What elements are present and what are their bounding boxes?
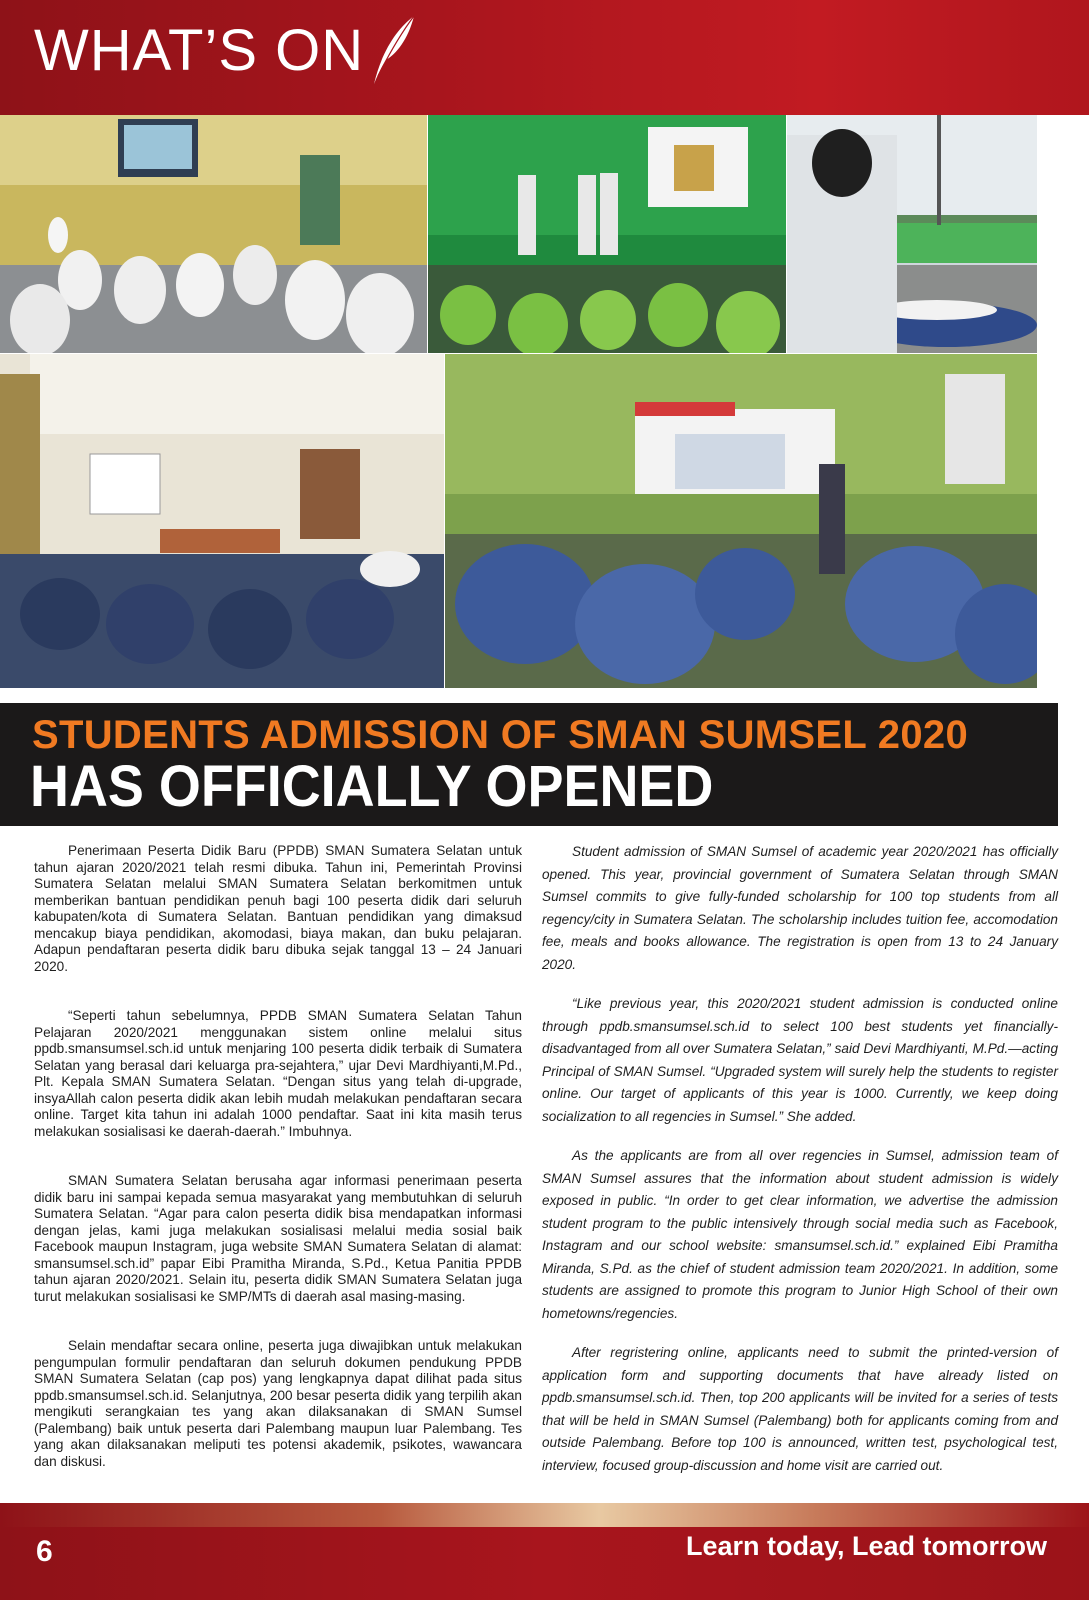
indonesian-column bbox=[34, 843, 522, 1503]
english-column bbox=[542, 841, 1058, 1494]
photo-student-outdoor-assembly bbox=[787, 115, 1037, 353]
photo-green-classroom-presentation bbox=[428, 115, 786, 353]
footer-gradient-band bbox=[0, 1503, 1089, 1527]
english-paragraph: Student admission of SMAN Sumsel of academic year 2020/2021 has officially opened. This year, provincial government of Sumatera Selatan through SMAN Sumsel commits to give fully-funded scholarship for 100 top students from all regency/city in Sumatera Selatan. The scholarship includes tuition fee, accomodation fee, meals and books allowance. The registration is open from 13 to 24 January 2020. bbox=[542, 844, 1058, 972]
section-title: WHAT’S ON bbox=[34, 18, 365, 83]
photo-icon bbox=[0, 354, 444, 688]
photo-classroom-hijab-students bbox=[0, 115, 427, 353]
page-number: 6 bbox=[36, 1535, 53, 1568]
photo-icon bbox=[428, 115, 786, 353]
article-title-line1: STUDENTS ADMISSION OF SMAN SUMSEL 2020 bbox=[32, 713, 968, 757]
photo-icon bbox=[445, 354, 1037, 688]
indonesian-paragraph: “Seperti tahun sebelumnya, PPDB SMAN Sumatera Selatan Tahun Pelajaran 2020/2021 menggunakan sistem online melalui situs ppdb.smansumsel.sch.id untuk menjaring 100 peserta didik terbaik di Sumatera Selatan yang berasal dari keluarga pra-sejahtera,” ujar Devi Mardhiyanti,M.Pd., Plt. Kepala SMAN Sumatera Selatan. “Dengan situs yang telah di-upgrade, insyaAllah calon peserta didik akan lebih mudah melakukan pendaftaran secara online. Target kita tahun ini adalah 1000 pendaftar. Saat ini kita masih terus melakukan sosialisasi ke daerah-daerah.” Imbuhnya. bbox=[34, 1008, 522, 1139]
photo-icon bbox=[787, 115, 1037, 353]
english-paragraph: As the applicants are from all over regencies in Sumsel, admission team of SMAN Sumsel assures that the information about student admission is widely exposed in public. “In order to get clear information, we advertise the admission student program to the public intensively through social media such as Facebook, Instagram and our school website: smansumsel.sch.id.” explained Eibi Pramitha Miranda, S.Pd. as the chief of student admission team 2020/2021. In addition, some students are assigned to promote this program to Junior High School of their own hometowns/regencies. bbox=[542, 1148, 1058, 1321]
english-paragraph: “Like previous year, this 2020/2021 student admission is conducted online through ppdb.smansumsel.sch.id to select 100 best students yet financially-disadvantaged from all over Sumatera Selatan,” said Devi Mardhiyanti, M.Pd.—acting Principal of SMAN Sumsel. “Upgraded system will surely help the students to register online. Our target of applicants of this year is 1000. Currently, we keep doing socialization to all regencies in Sumsel.” She added. bbox=[542, 996, 1058, 1124]
quill-icon bbox=[368, 14, 418, 88]
photo-icon bbox=[0, 115, 427, 353]
article-title-line2: HAS OFFICIALLY OPENED bbox=[30, 754, 714, 819]
indonesian-paragraph: Selain mendaftar secara online, peserta juga diwajibkan untuk melakukan pengumpulan formulir pendaftaran dan seluruh dokumen pendukung PPDB SMAN Sumatera Selatan (cap pos) yang lengkapnya dapat dilihat pada situs ppdb.smansumsel.sch.id. Selanjutnya, 200 besar peserta didik yang terpilih akan mengikuti serangkaian tes yang akan dilaksanakan di SMAN Sumsel (Palembang) baik untuk peserta dari Palembang maupun luar Palembang. Tes yang akan dilaksanakan meliputi tes potensi akademik, psikotes, wawancara dan diskusi. bbox=[34, 1338, 522, 1469]
indonesian-paragraph: Penerimaan Peserta Didik Baru (PPDB) SMAN Sumatera Selatan untuk tahun ajaran 2020/2021 telah resmi dibuka. Tahun ini, Pemerintah Provinsi Sumatera Selatan melalui SMAN Sumatera Selatan berkomitmen untuk memberikan bantuan pendidikan penuh bagi 100 peserta didik dari seluruh kabupaten/kota di Sumatera Selatan. Bantuan pendidikan yang dimaksud mencakup biaya pendidikan, akomodasi, biaya makan, dan buku pelajaran. Adapun pendaftaran peserta didik baru dibuka sejak tanggal 13 – 24 Januari 2020. bbox=[34, 843, 522, 974]
indonesian-paragraph: SMAN Sumatera Selatan berusaha agar informasi penerimaan peserta didik baru ini sampai kepada semua masyarakat yang membutuhkan di seluruh Sumatera Selatan. “Agar para calon peserta didik bisa mendapatkan informasi dengan jelas, kami juga melakukan sosialisasi melalui media sosial baik Facebook maupun Instagram, juga website SMAN Sumatera Selatan di alamat: smansumsel.sch.id” papar Eibi Pramitha Miranda, S.Pd., Ketua Panitia PPDB tahun ajaran 2020/2021. Selain itu, peserta didik SMAN Sumatera Selatan juga turut melakukan sosialisasi ke SMP/MTs di daerah asal masing-masing. bbox=[34, 1173, 522, 1304]
english-paragraph: After regristering online, applicants need to submit the printed-version of application form and supporting documents that have already listed on ppdb.smansumsel.sch.id. Then, top 200 applicants will be invited for a series of tests that will be held in SMAN Sumsel (Palembang) both for applicants coming from and outside Palembang. Before top 100 is announced, written test, psychological test, interview, focused group-discussion and home visit are carried out. bbox=[542, 1345, 1058, 1473]
photo-batik-classroom bbox=[445, 354, 1037, 688]
footer-tagline: Learn today, Lead tomorrow bbox=[685, 1531, 1047, 1561]
photo-hall-socialization bbox=[0, 354, 444, 688]
